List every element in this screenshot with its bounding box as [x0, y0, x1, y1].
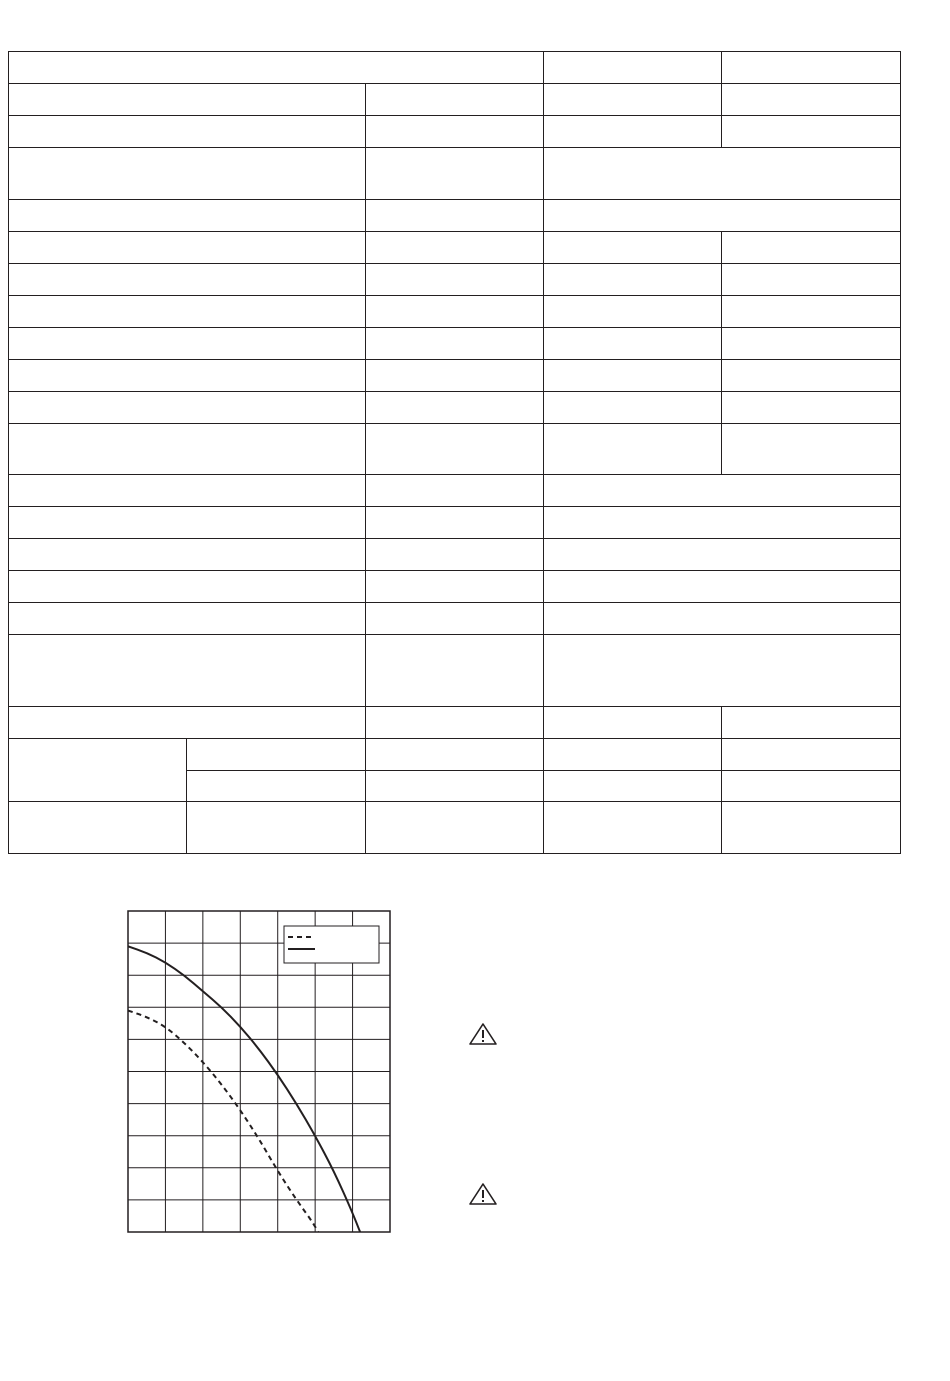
table-cell — [186, 801, 366, 854]
table-cell — [8, 83, 366, 116]
table-cell — [365, 706, 544, 739]
table-cell — [8, 602, 366, 635]
table-cell — [543, 83, 722, 116]
table-cell — [365, 423, 544, 475]
table-cell — [8, 801, 187, 854]
table-cell — [721, 263, 901, 296]
table-cell — [543, 634, 901, 707]
table-cell — [543, 738, 722, 771]
table-cell — [365, 474, 544, 507]
warning-icon — [468, 1022, 498, 1046]
table-cell — [721, 295, 901, 328]
table-cell — [721, 391, 901, 424]
table-cell — [8, 231, 366, 264]
table-cell — [186, 770, 366, 802]
performance-chart — [0, 880, 420, 1260]
table-cell — [8, 738, 187, 802]
table-cell — [365, 231, 544, 264]
table-cell — [8, 706, 366, 739]
table-cell — [543, 391, 722, 424]
table-cell — [365, 359, 544, 392]
series-line-solid — [128, 946, 371, 1248]
table-cell — [8, 570, 366, 603]
table-cell — [721, 738, 901, 771]
table-cell — [365, 738, 544, 771]
table-cell — [365, 327, 544, 360]
table-cell — [8, 391, 366, 424]
table-cell — [721, 801, 901, 854]
table-cell — [543, 474, 901, 507]
table-cell — [543, 327, 722, 360]
table-cell — [186, 738, 366, 771]
table-cell — [543, 231, 722, 264]
table-cell — [721, 423, 901, 475]
table-cell — [543, 199, 901, 232]
table-cell — [721, 359, 901, 392]
warning-icon — [468, 1182, 498, 1206]
table-cell — [365, 147, 544, 200]
table-cell — [365, 602, 544, 635]
table-cell — [365, 115, 544, 148]
table-cell — [543, 359, 722, 392]
table-cell — [365, 83, 544, 116]
table-cell — [721, 83, 901, 116]
table-cell — [543, 147, 901, 200]
table-cell — [721, 231, 901, 264]
table-cell — [365, 199, 544, 232]
table-cell — [365, 538, 544, 571]
table-cell — [543, 263, 722, 296]
table-cell — [8, 359, 366, 392]
table-cell — [721, 115, 901, 148]
table-cell — [365, 570, 544, 603]
table-cell — [365, 391, 544, 424]
table-cell — [365, 801, 544, 854]
table-cell — [721, 327, 901, 360]
table-cell — [365, 634, 544, 707]
table-cell — [8, 423, 366, 475]
table-cell — [721, 51, 901, 84]
table-cell — [543, 51, 722, 84]
table-cell — [543, 706, 722, 739]
table-cell — [365, 770, 544, 802]
table-cell — [8, 115, 366, 148]
chart-svg — [0, 880, 420, 1260]
table-cell — [8, 634, 366, 707]
table-cell — [8, 506, 366, 539]
table-cell — [8, 199, 366, 232]
legend-box — [284, 926, 379, 963]
table-cell — [8, 327, 366, 360]
table-cell — [8, 263, 366, 296]
table-cell — [365, 295, 544, 328]
table-cell — [543, 570, 901, 603]
table-cell — [543, 801, 722, 854]
table-cell — [543, 115, 722, 148]
table-cell — [721, 706, 901, 739]
table-cell — [543, 506, 901, 539]
table-cell — [543, 423, 722, 475]
table-cell — [8, 51, 544, 84]
table-cell — [8, 538, 366, 571]
series-line-dashed — [128, 1011, 330, 1249]
table-cell — [543, 770, 722, 802]
table-cell — [543, 602, 901, 635]
table-cell — [8, 474, 366, 507]
table-cell — [8, 295, 366, 328]
table-cell — [365, 506, 544, 539]
table-cell — [543, 538, 901, 571]
table-cell — [8, 147, 366, 200]
table-cell — [365, 263, 544, 296]
table-cell — [543, 295, 722, 328]
table-cell — [721, 770, 901, 802]
